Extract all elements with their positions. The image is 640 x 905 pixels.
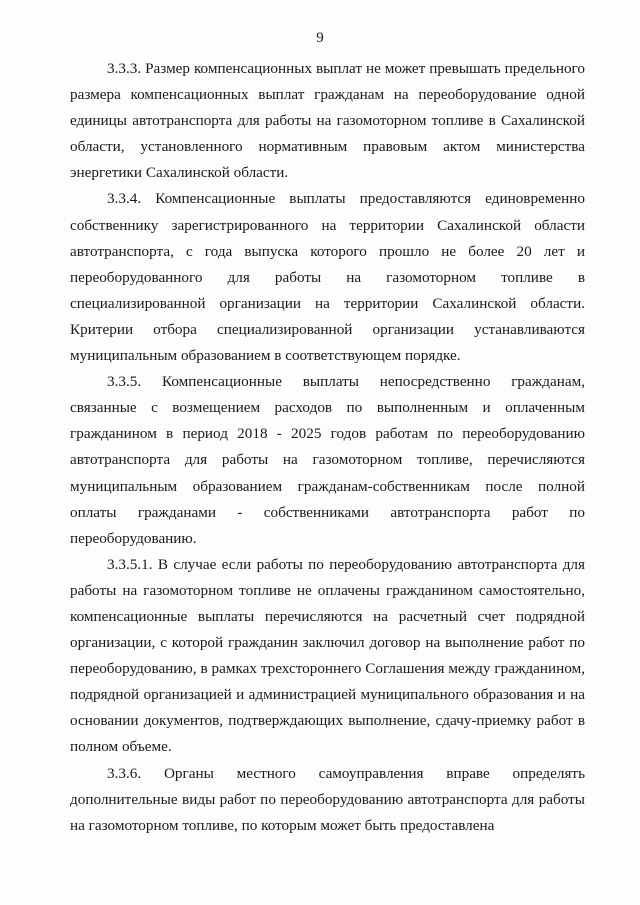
paragraph-3-3-3: 3.3.3. Размер компенсационных выплат не может превышать предельного размера компенсационных выплат гражданам на переоборудование одной единицы автотранспорта для работы на газомоторном топливе в Сахалинской области, установленного нормативным правовым актом министерства энергетики Сахалинской области. [70,60,585,182]
page-number: 9 [316,30,324,46]
paragraph-3-3-4: 3.3.4. Компенсационные выплаты предоставляются единовременно собственнику зарегистрированного на территории Сахалинской области автотранспорта, с года выпуска которого прошло не более 20 лет и переоборудованного для работы на газомоторном топливе в специализированной организации на территории Сахалинской области. Критерии отбора специализированной организации устанавливаются муниципальным образованием в соответствующем порядке. [70,190,585,365]
paragraph-3-3-6: 3.3.6. Органы местного самоуправления вправе определять дополнительные виды работ по переоборудованию автотранспорта для работы на газомоторном топливе, по которым может быть предоставлена [70,764,585,834]
paragraph-3-3-5: 3.3.5. Компенсационные выплаты непосредственно гражданам, связанные с возмещением расходов по выполненным и оплаченным гражданином в период 2018 - 2025 годов работам по переоборудованию автотранспорта для работы на газомоторном топливе, перечисляются муниципальным образованием гражданам-собственникам после полной оплаты гражданами - собственниками автотранспорта работ по переоборудованию. [70,373,585,547]
document-body [70,56,585,839]
paragraph-3-3-5-1: 3.3.5.1. В случае если работы по переоборудованию автотранспорта для работы на газомоторном топливе не оплачены гражданином самостоятельно, компенсационные выплаты перечисляются на расчетный счет подрядной организации, с которой гражданин заключил договор на выполнение работ по переоборудованию, в рамках трехстороннего Соглашения между гражданином, подрядной организацией и администрацией муниципального образования и на основании документов, подтверждающих выполнение, сдачу-приемку работ в полном объеме. [70,555,585,756]
